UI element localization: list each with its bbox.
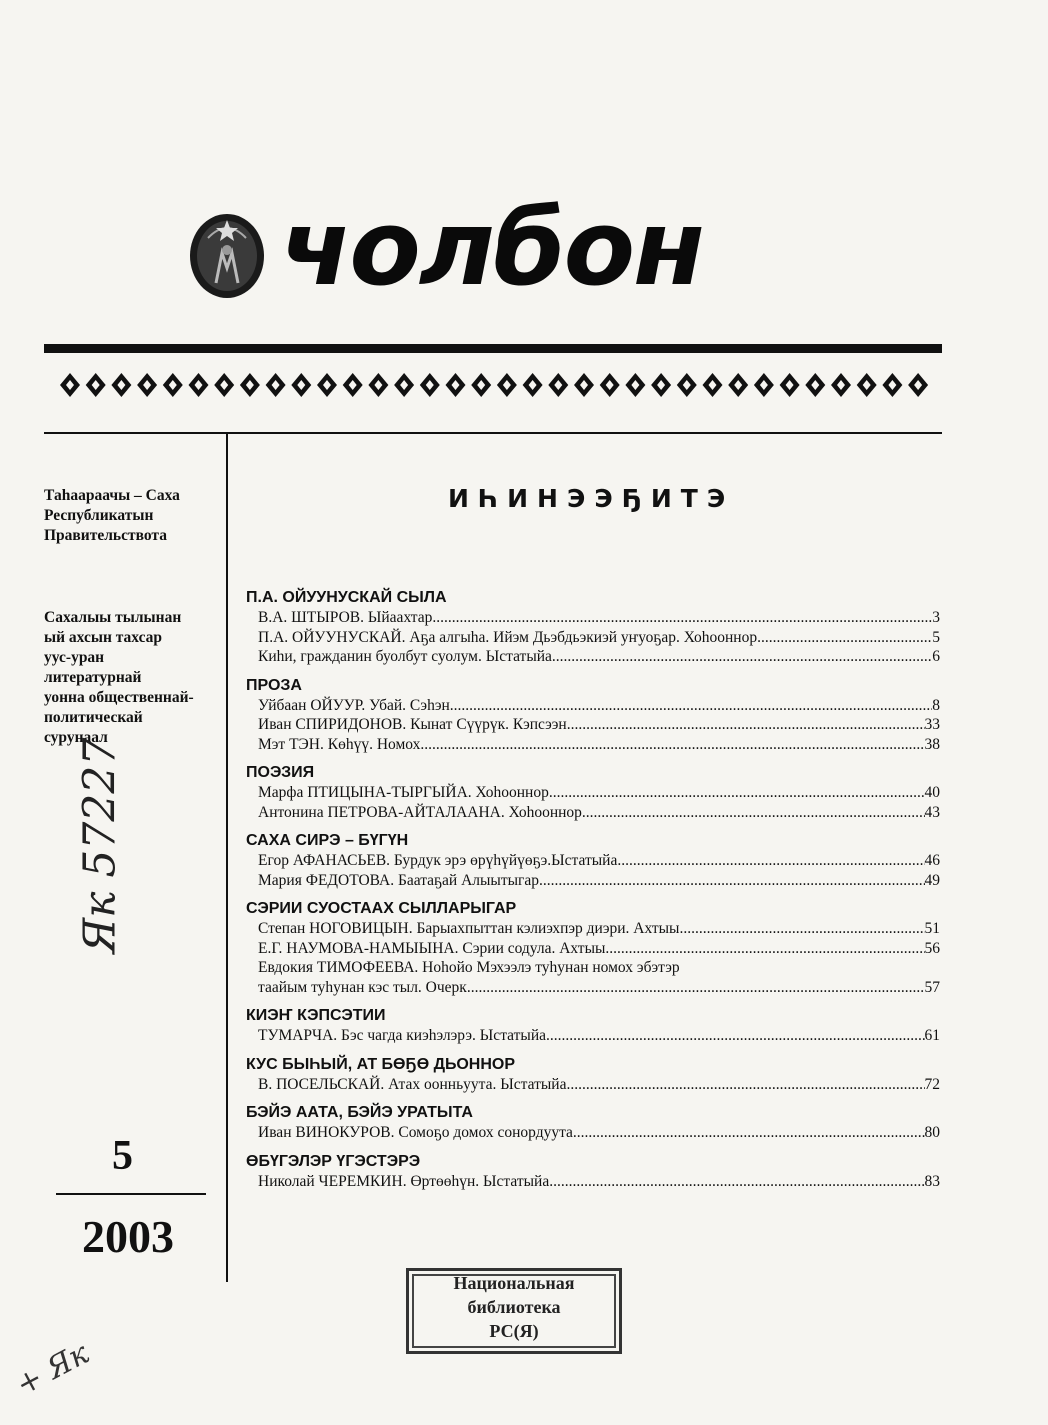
- entry-title: Иван СПИРИДОНОВ. Кынат Сүүрүк. Кэпсээн: [258, 716, 567, 733]
- dot-leader: [549, 1172, 924, 1192]
- page-number: 38: [924, 735, 940, 753]
- entry-title: Киһи, гражданин буолбут суолум. Ыстатыйа: [258, 648, 552, 665]
- page-number: 46: [924, 852, 940, 869]
- entry-title: Мария ФЕДОТОВА. Баатаҕай Алыытыгар: [258, 871, 540, 889]
- section-heading: САХА СИРЭ – БҮГҮН: [246, 832, 409, 849]
- page-number: 72: [924, 1075, 940, 1093]
- page-number: 49: [924, 871, 940, 889]
- content-top-rule: [44, 432, 942, 434]
- entry-title: В.А. ШТЫРОВ. Ыйаахтар.: [258, 609, 437, 626]
- toc-entry: [258, 1123, 940, 1143]
- description-line: литературнай: [44, 669, 142, 686]
- description-line: уонна общественнай-: [44, 689, 194, 706]
- dot-leader: [450, 696, 932, 716]
- page-number: 80: [924, 1124, 940, 1141]
- page-number: 5: [932, 628, 940, 646]
- page-number: 83: [924, 1172, 940, 1190]
- entry-title: Николай ЧЕРЕМКИН. Өртөөһүн. Ыстатыйа: [258, 1172, 550, 1190]
- publisher-info: [44, 486, 224, 546]
- section-heading: БЭЙЭ ААТА, БЭЙЭ УРАТЫТА: [246, 1104, 473, 1121]
- entry-title: ТУМАРЧА. Бэс чагда киэһэлэрэ. Ыстатыйа: [258, 1027, 546, 1044]
- section-heading: КИЭҤ КЭПСЭТИИ: [246, 1007, 386, 1024]
- section-heading: ПОЭЗИЯ: [246, 764, 315, 781]
- dot-leader: [679, 919, 924, 939]
- toc-entry: [258, 647, 940, 667]
- publisher-line: Таһаараачы – Саха: [44, 487, 180, 504]
- issue-separator: [56, 1193, 206, 1195]
- toc-entry: [258, 803, 940, 823]
- toc-entry: [258, 851, 940, 871]
- handwritten-catalog-code: Як 57227: [74, 737, 126, 954]
- issue-number: 5: [112, 1133, 133, 1179]
- page-number: 8: [932, 696, 940, 714]
- entry-title: Мэт ТЭН. Көһүү. Номох: [258, 735, 421, 753]
- issue-year: 2003: [82, 1211, 174, 1262]
- contents-heading: ИҺИНЭЭҔИТЭ: [448, 484, 735, 513]
- description-line: ый ахсын тахсар: [44, 629, 163, 646]
- description-line: сурунаал: [44, 729, 108, 746]
- toc-entry: [258, 783, 940, 803]
- toc-entry: [258, 1172, 940, 1192]
- dot-leader: [582, 803, 925, 823]
- toc-entry: [258, 919, 940, 939]
- entry-title: Степан НОГОВИЦЫН. Барыахпыттан кэлиэхпэр диэри. Ахтыы: [258, 920, 680, 937]
- entry-title: Иван ВИНОКУРОВ. Сомоҕо домох сонордуута: [258, 1124, 573, 1141]
- entry-title: Евдокия ТИМОФЕЕВА. Ноһойо Мэхээлэ туһунан номох эбэтэр: [258, 959, 680, 976]
- page-number: 57: [924, 978, 940, 996]
- dot-leader: [567, 715, 925, 735]
- page-number: 61: [924, 1027, 940, 1044]
- section-heading: П.А. ОЙУУНУСКАЙ СЫЛА: [246, 589, 447, 606]
- section-heading: ӨБҮГЭЛЭР ҮГЭСТЭРЭ: [246, 1152, 421, 1170]
- publisher-line: Республикатын: [44, 507, 154, 524]
- dot-leader: [420, 735, 924, 755]
- dot-leader: [467, 978, 925, 998]
- entry-title: В. ПОСЕЛЬСКАЙ. Атах оонньуута. Ыстатыйа: [258, 1075, 567, 1093]
- toc-entry: [258, 978, 940, 998]
- page-number: 56: [924, 939, 940, 957]
- page-number: 40: [924, 784, 940, 801]
- dot-leader: [436, 608, 932, 628]
- toc-entry: [258, 715, 940, 735]
- dot-leader: [552, 647, 932, 667]
- toc-entry: [258, 871, 940, 891]
- toc-entry: [258, 939, 940, 959]
- handwritten-note: + Як: [10, 1336, 95, 1403]
- toc-entry: [258, 1075, 940, 1095]
- page-number: 51: [924, 920, 940, 937]
- stamp-line: РС(Я): [489, 1321, 539, 1341]
- emblem-icon: [188, 208, 266, 300]
- dot-leader: [757, 628, 932, 648]
- toc-entry: [258, 608, 940, 628]
- toc-entry: [258, 958, 940, 978]
- stamp-line: Национальная: [453, 1273, 575, 1293]
- dot-leader: [549, 783, 925, 803]
- entry-title: Е.Г. НАУМОВА-НАМЫЫНА. Сэрии содула. Ахтыы: [258, 939, 606, 957]
- section-heading: КУС БЫҺЫЙ, АТ БӨҔӨ ДЬОННОР: [246, 1055, 515, 1073]
- description-line: уус-уран: [44, 649, 105, 666]
- toc-entry: [258, 628, 940, 648]
- entry-title: Уйбаан ОЙУУР. Убай. Сэһэн: [258, 696, 450, 714]
- description-line: Сахалыы тылынан: [44, 609, 182, 626]
- magazine-description: [44, 608, 224, 748]
- publisher-line: Правительствота: [44, 527, 167, 544]
- library-stamp: [406, 1268, 622, 1354]
- diamond-ornament-row: [60, 370, 940, 400]
- page-number: 6: [932, 648, 940, 665]
- table-of-contents: [246, 588, 940, 1191]
- entry-title: Марфа ПТИЦЫНА-ТЫРГЫЙА. Хоһооннор: [258, 784, 549, 801]
- entry-title: П.А. ОЙУУНУСКАЙ. Аҕа алгыһа. Ийэм Дьэбдьэкиэй уҥуоҕар. Хоһооннор: [258, 628, 758, 646]
- dot-leader: [546, 1026, 925, 1046]
- header-rule: [44, 344, 942, 353]
- masthead-logo: [188, 188, 708, 318]
- page-number: 33: [924, 716, 940, 733]
- entry-title: Антонина ПЕТРОВА-АЙТАЛААНА. Хоһооннор: [258, 803, 582, 821]
- stamp-line: библиотека: [467, 1297, 561, 1317]
- section-heading: СЭРИИ СУОСТААХ СЫЛЛАРЫГАР: [246, 900, 517, 917]
- dot-leader: [617, 851, 924, 871]
- section-heading: ПРОЗА: [246, 676, 302, 694]
- dot-leader: [566, 1075, 924, 1095]
- entry-title: Егор АФАНАСЬЕВ. Бурдук эрэ өрүһүйүөҕэ.Ыстатыйа: [258, 852, 618, 869]
- dot-leader: [573, 1123, 925, 1143]
- page-number: 43: [924, 803, 940, 821]
- description-line: политическай: [44, 709, 143, 726]
- toc-entry: [258, 1026, 940, 1046]
- dot-leader: [605, 939, 924, 959]
- toc-entry: [258, 696, 940, 716]
- toc-entry: [258, 735, 940, 755]
- magazine-title: чолбон: [280, 187, 703, 309]
- dot-leader: [539, 871, 924, 891]
- page-number: 3: [932, 609, 940, 626]
- column-divider: [226, 432, 228, 1282]
- entry-title: таайым туһунан кэс тыл. Очерк: [258, 978, 467, 996]
